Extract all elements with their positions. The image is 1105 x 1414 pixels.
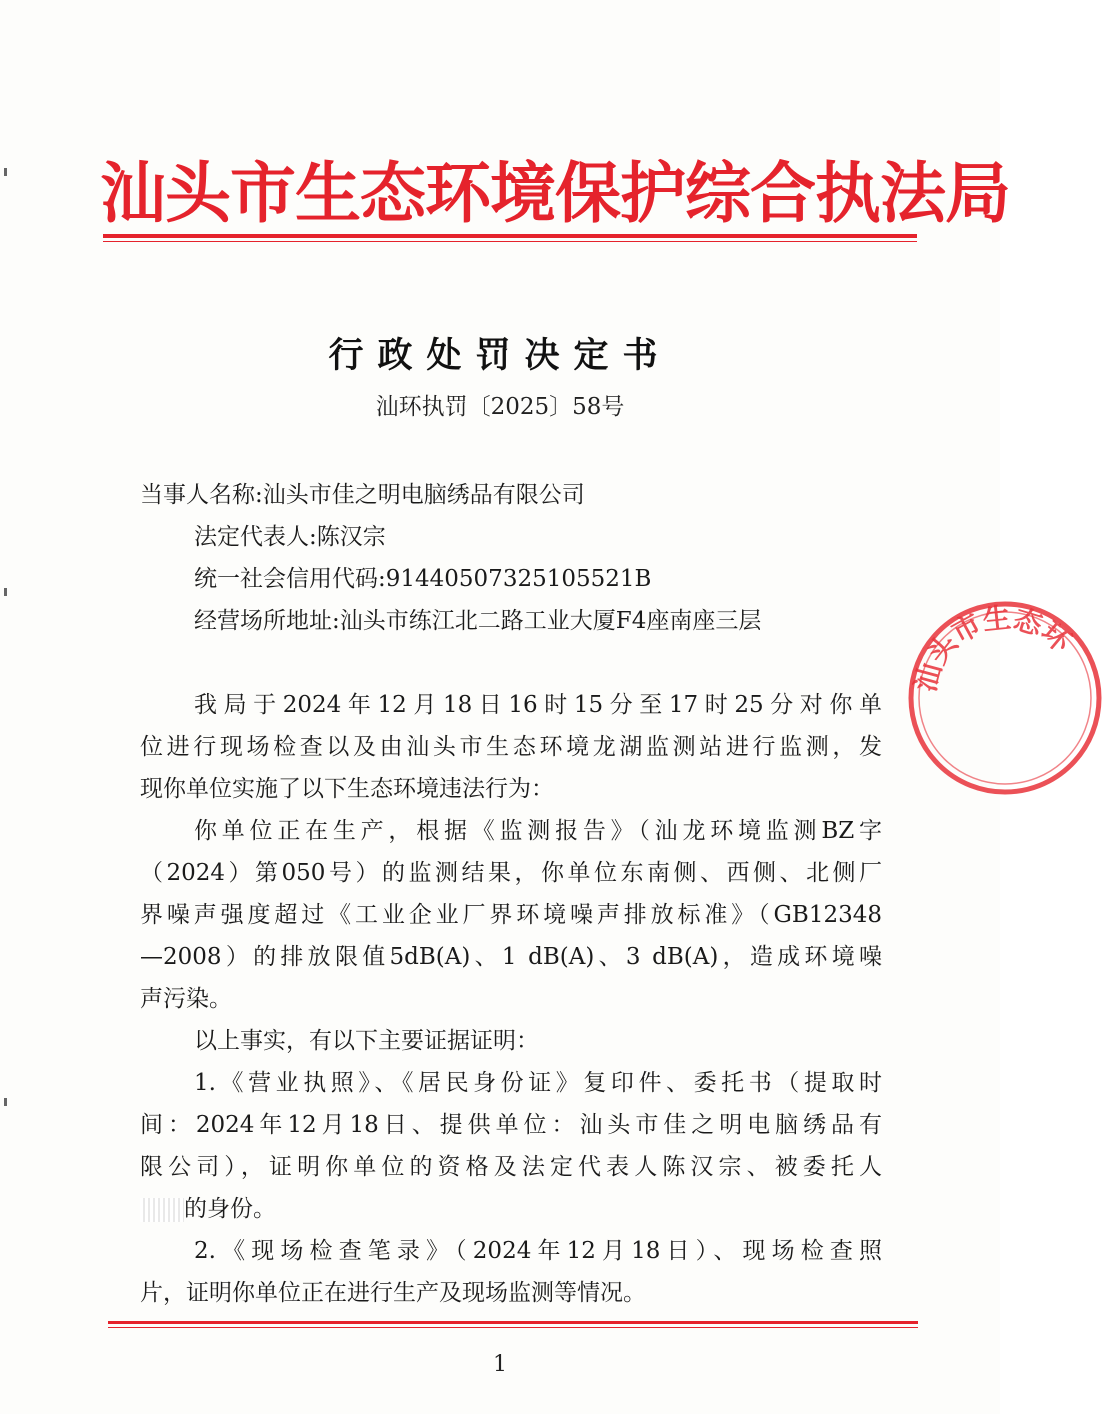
paragraph-2-line: 你单位正在生产，根据《监测报告》（汕龙环境监测BZ字	[194, 818, 882, 844]
paragraph-3-line: 以上事实，有以下主要证据证明：	[194, 1028, 539, 1054]
seal-text: 汕头市生态环	[908, 601, 1078, 696]
document-title: 行政处罚决定书	[328, 335, 672, 376]
margin-mark	[4, 588, 7, 596]
margin-mark	[4, 1098, 7, 1106]
paragraph-2-line: （2024）第050号）的监测结果，你单位东南侧、西侧、北侧厂	[140, 860, 882, 886]
redacted-name-block	[140, 1198, 184, 1222]
paragraph-1-line: 我局于2024年12月18日16时15分至17时25分对你单	[194, 692, 882, 718]
party-name-value: 汕头市佳之明电脑绣品有限公司	[262, 482, 585, 508]
legal-rep-value: 陈汉宗	[316, 524, 386, 550]
legal-rep-label: 法定代表人:	[194, 524, 317, 550]
address-row	[194, 606, 761, 636]
paragraph-2-line: 声污染。	[140, 986, 232, 1012]
official-seal-stamp	[905, 598, 1105, 798]
evidence-1-line	[140, 1194, 276, 1224]
margin-mark	[4, 168, 7, 176]
header-red-rule-thin	[103, 241, 917, 242]
paragraph-2-line: 界噪声强度超过《工业企业厂界环境噪声排放标准》（GB12348	[140, 902, 882, 928]
address-value: 汕头市练江北二路工业大厦F4座南座三层	[339, 608, 762, 634]
page-number: 1	[493, 1352, 507, 1377]
evidence-2-line: 2.《现场检查笔录》（2024年12月18日）、现场检查照	[194, 1238, 882, 1264]
evidence-2-line: 片，证明你单位正在进行生产及现场监测等情况。	[140, 1280, 646, 1306]
footer-red-rule	[108, 1321, 918, 1324]
evidence-1-line: 限公司），证明你单位的资格及法定代表人陈汉宗、被委托人	[140, 1154, 882, 1180]
issuing-authority-header: 汕头市生态环境保护综合执法局	[100, 155, 1010, 232]
party-name-label: 当事人名称:	[140, 482, 263, 508]
paragraph-1-line: 位进行现场检查以及由汕头市生态环境龙湖监测站进行监测，发	[140, 734, 882, 760]
evidence-1-line: 1.《营业执照》、《居民身份证》复印件、委托书（提取时	[194, 1070, 882, 1096]
footer-red-rule-thin	[108, 1327, 918, 1328]
legal-rep-row	[194, 522, 386, 552]
header-red-rule	[103, 234, 917, 238]
evidence-1-line-end: 的身份。	[184, 1196, 276, 1222]
credit-code-label: 统一社会信用代码:	[194, 566, 386, 592]
party-name-row	[140, 480, 585, 510]
document-number: 汕环执罚〔2025〕58号	[375, 394, 625, 420]
credit-code-value: 91440507325105521B	[385, 566, 652, 592]
evidence-1-line: 间：2024年12月18日、提供单位：汕头市佳之明电脑绣品有	[140, 1112, 882, 1138]
paragraph-1-line: 现你单位实施了以下生态环境违法行为：	[140, 776, 554, 802]
credit-code-row	[194, 564, 651, 594]
paragraph-2-line: —2008）的排放限值5dB(A)、1 dB(A)、3 dB(A)，造成环境噪	[140, 944, 882, 970]
address-label: 经营场所地址:	[194, 608, 340, 634]
